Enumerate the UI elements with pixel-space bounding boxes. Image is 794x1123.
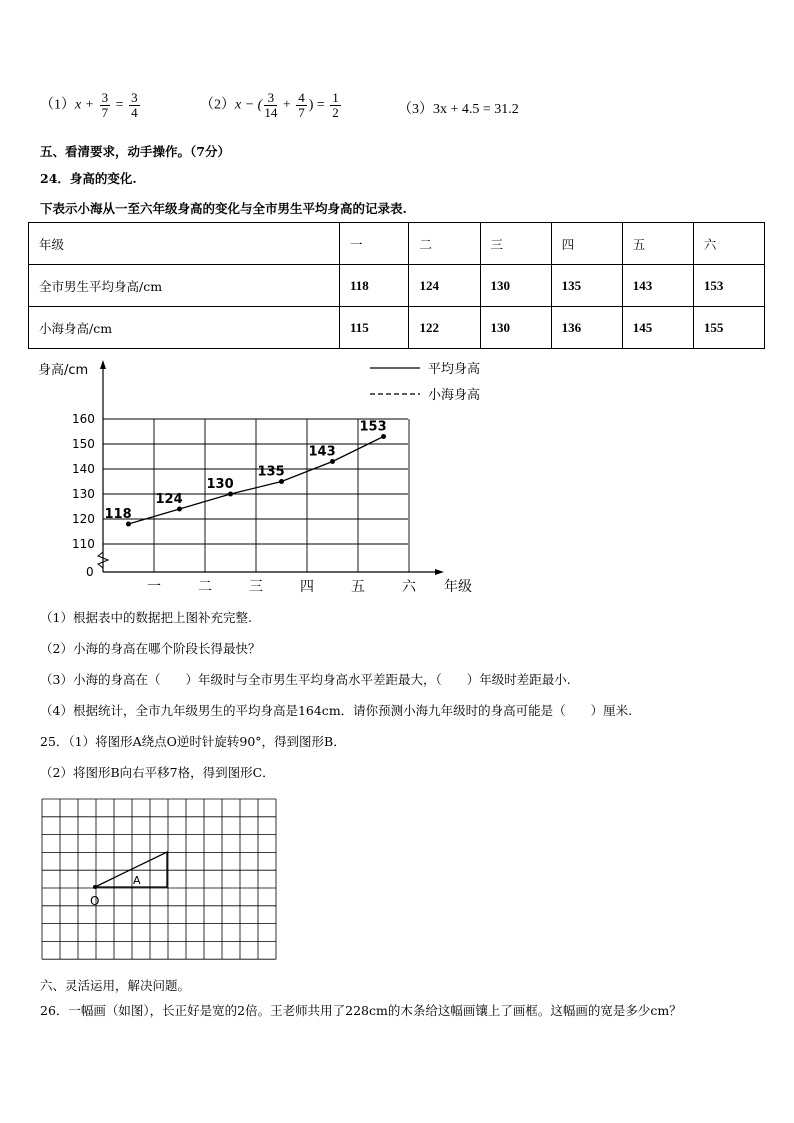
table-cell: 118 — [340, 265, 409, 307]
y-axis-label: 身高/cm — [38, 363, 89, 378]
x-tick-label: 二 — [198, 579, 212, 595]
y-tick-label: 140 — [72, 462, 95, 476]
fraction: $\frac{3}{4}$ — [131, 90, 138, 120]
table-cell: 153 — [693, 265, 764, 307]
equation-label: （2） — [200, 97, 235, 113]
equation-1 — [40, 91, 142, 120]
question-25-line-1: 25．（1）将图形A绕点O逆时针旋转90°，得到图形B． — [40, 734, 346, 749]
x-axis-label: 年级 — [444, 579, 472, 595]
chart-tick-labels — [72, 412, 417, 595]
section-6-title: 六、灵活运用，解决问题。 — [40, 978, 191, 993]
table-header-row — [29, 223, 765, 265]
equation-term: ) = — [308, 97, 329, 113]
y-tick-label: 160 — [72, 412, 95, 426]
equals-sign: = — [112, 97, 128, 113]
fraction: $\frac{4}{7}$ — [298, 90, 305, 120]
equation-label: （3） — [398, 102, 433, 117]
table-cell: 全市男生平均身高/cm — [29, 265, 340, 307]
shape-a-triangle — [95, 852, 167, 887]
point-o-label: O — [90, 894, 100, 908]
table-cell: 一 — [340, 223, 409, 265]
table-cell: 三 — [480, 223, 551, 265]
table-cell: 二 — [409, 223, 480, 265]
data-point — [177, 507, 182, 512]
data-label: 124 — [155, 492, 183, 507]
equation-2 — [200, 91, 343, 120]
data-label: 153 — [359, 419, 387, 435]
grid-lines — [42, 799, 276, 959]
x-tick-label: 六 — [402, 579, 416, 595]
y-axis-arrow-icon — [100, 360, 106, 369]
table-cell: 122 — [409, 307, 480, 349]
table-cell: 143 — [622, 265, 693, 307]
table-cell: 130 — [480, 265, 551, 307]
equation-term: x − ( — [235, 97, 263, 113]
data-label: 135 — [257, 464, 285, 480]
fraction: $\frac{1}{2}$ — [332, 90, 339, 120]
data-point — [330, 459, 335, 464]
table-cell: 小海身高/cm — [29, 307, 340, 349]
equation-text: 3x + 4.5 = 31.2 — [433, 102, 519, 117]
table-cell: 145 — [622, 307, 693, 349]
x-tick-label: 四 — [300, 579, 314, 595]
fraction: $\frac{3}{14}$ — [264, 90, 278, 120]
chart-series — [105, 420, 387, 527]
question-24-intro: 下表示小海从一至六年级身高的变化与全市男生平均身高的记录表. — [40, 201, 407, 216]
data-point — [381, 434, 386, 439]
equation-term: x + — [75, 97, 98, 113]
table-cell: 136 — [551, 307, 622, 349]
y-tick-label: 130 — [72, 487, 95, 501]
height-record-table — [28, 222, 765, 349]
equation-3 — [398, 98, 519, 118]
question-24-part-1: （1）根据表中的数据把上图补充完整. — [40, 610, 252, 625]
table-row — [29, 265, 765, 307]
table-cell: 六 — [693, 223, 764, 265]
legend-label: 小海身高 — [428, 388, 481, 403]
y-tick-label: 150 — [72, 437, 95, 451]
data-label: 118 — [104, 507, 132, 522]
legend-label: 平均身高 — [428, 362, 481, 377]
table-cell: 115 — [340, 307, 409, 349]
table-cell: 155 — [693, 307, 764, 349]
x-tick-label: 五 — [351, 579, 365, 595]
table-cell: 年级 — [29, 223, 340, 265]
chart-grid — [103, 419, 409, 572]
table-cell: 124 — [409, 265, 480, 307]
table-cell: 五 — [622, 223, 693, 265]
equation-label: （1） — [40, 97, 75, 113]
x-tick-label: 三 — [249, 579, 263, 595]
data-label: 130 — [206, 477, 234, 492]
x-tick-label: 一 — [147, 579, 161, 595]
table-cell: 四 — [551, 223, 622, 265]
data-label: 143 — [308, 444, 336, 460]
y-tick-label: 0 — [86, 565, 94, 579]
section-5-title: 五、看清要求，动手操作。（7分） — [40, 144, 230, 159]
point-o — [93, 885, 97, 889]
question-24-part-2: （2）小海的身高在哪个阶段长得最快？ — [40, 641, 261, 656]
question-24-part-3: （3）小海的身高在（ ）年级时与全市男生平均身高水平差距最大，（ ）年级时差距最小. — [40, 672, 571, 687]
question-25-line-2: （2）将图形B向右平移7格，得到图形C． — [40, 765, 275, 780]
y-tick-label: 110 — [72, 537, 95, 551]
rotation-grid-figure — [38, 795, 278, 963]
x-axis-arrow-icon — [435, 569, 444, 575]
chart-legend — [370, 361, 480, 403]
question-24-title: 24．身高的变化. — [40, 171, 137, 186]
data-point — [279, 479, 284, 484]
shape-a-label: A — [133, 874, 141, 887]
data-point — [228, 492, 233, 497]
table-cell: 130 — [480, 307, 551, 349]
height-line-chart — [0, 352, 794, 602]
table-row — [29, 307, 765, 349]
plus-sign: + — [279, 97, 295, 113]
y-tick-label: 120 — [72, 512, 95, 526]
question-26-text: 26．一幅画（如图），长正好是宽的2倍。王老师共用了228cm的木条给这幅画镶上了画框。这幅画的宽是多少cm？ — [40, 1003, 682, 1018]
table-cell: 135 — [551, 265, 622, 307]
fraction: $\frac{3}{7}$ — [101, 90, 109, 120]
question-24-part-4: （4）根据统计，全市九年级男生的平均身高是164cm．请你预测小海九年级时的身高可能是（ ）厘米. — [40, 703, 633, 718]
data-point — [126, 522, 131, 527]
